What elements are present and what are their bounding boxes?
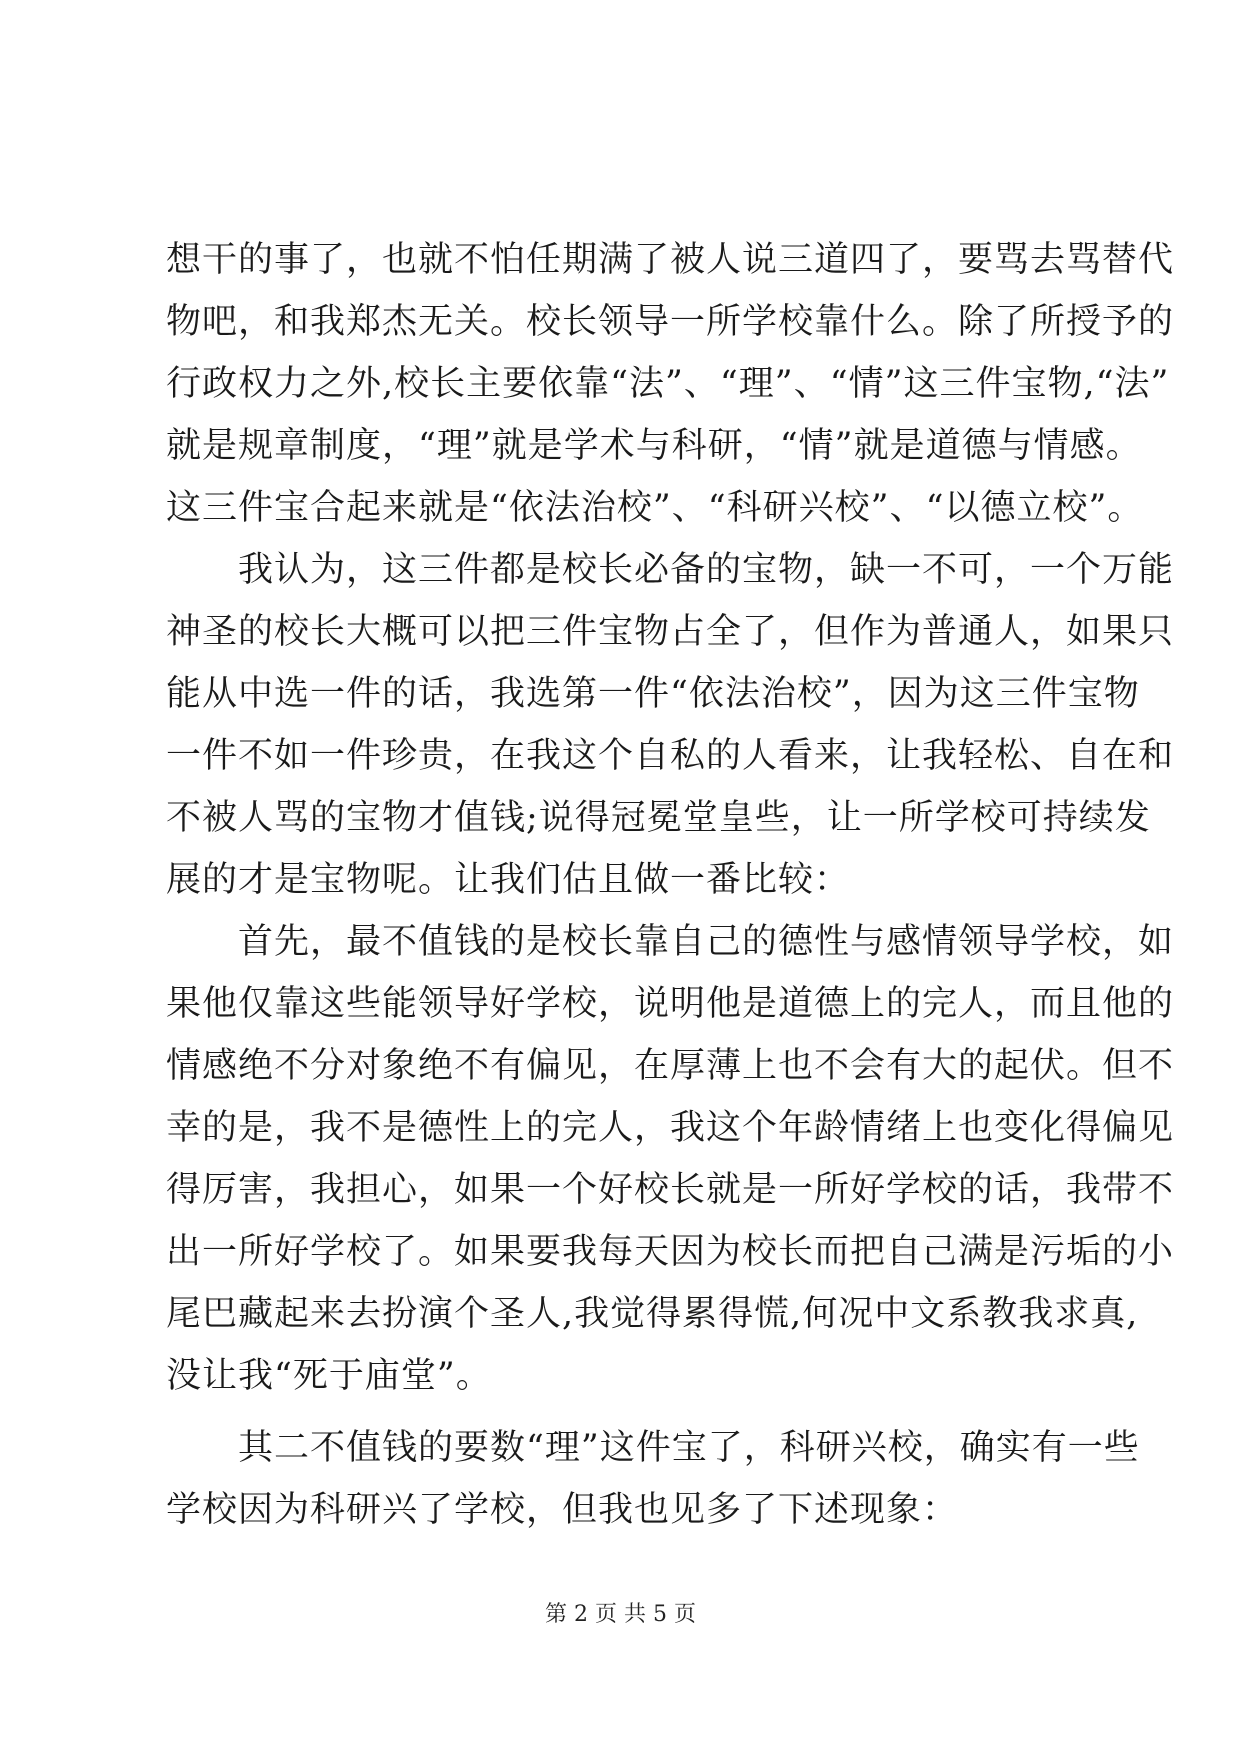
paragraph-4: [166, 1417, 1140, 1541]
text-line: 果他仅靠这些能领导好学校，说明他是道德上的完人，而且他的: [166, 984, 1175, 1024]
text-line: 得厉害，我担心，如果一个好校长就是一所好学校的话，我带不: [166, 1170, 1175, 1210]
text-line: 情感绝不分对象绝不有偏见，在厚薄上也不会有大的起伏。但不: [166, 1046, 1175, 1086]
text-line: 展的才是宝物呢。让我们估且做一番比较：: [166, 860, 851, 900]
text-line: 想干的事了，也就不怕任期满了被人说三道四了，要骂去骂替代: [166, 240, 1175, 280]
text-line: 这三件宝合起来就是“依法治校”、“科研兴校”、“以德立校”。: [166, 488, 1144, 528]
page-number-footer: 第 2 页 共 5 页: [545, 1602, 696, 1627]
text-line: 没让我“死于庙堂”。: [166, 1356, 492, 1396]
text-line: 能从中选一件的话，我选第一件“依法治校”，因为这三件宝物: [166, 674, 1140, 714]
text-line: 不被人骂的宝物才值钱;说得冠冕堂皇些，让一所学校可持续发: [166, 798, 1151, 838]
text-line: 一件不如一件珍贵，在我这个自私的人看来，让我轻松、自在和: [166, 736, 1175, 776]
text-line: 我认为，这三件都是校长必备的宝物，缺一不可，一个万能: [166, 550, 1175, 590]
text-line: 就是规章制度，“理”就是学术与科研，“情”就是道德与情感。: [166, 426, 1142, 466]
text-line: 首先，最不值钱的是校长靠自己的德性与感情领导学校，如: [166, 922, 1175, 962]
paragraph-gap: [166, 1407, 1076, 1417]
text-line: 神圣的校长大概可以把三件宝物占全了，但作为普通人，如果只: [166, 612, 1175, 652]
paragraph-3: [166, 911, 1175, 1407]
text-line: 其二不值钱的要数“理”这件宝了，科研兴校，确实有一些: [166, 1428, 1140, 1468]
text-line: 行政权力之外,校长主要依靠“法”、“理”、“情”这三件宝物,“法”: [166, 364, 1170, 404]
paragraph-1: [166, 229, 1175, 539]
text-line: 幸的是，我不是德性上的完人，我这个年龄情绪上也变化得偏见: [166, 1108, 1175, 1148]
text-line: 出一所好学校了。如果要我每天因为校长而把自己满是污垢的小: [166, 1232, 1175, 1272]
text-line: 尾巴藏起来去扮演个圣人,我觉得累得慌,何况中文系教我求真,: [166, 1294, 1139, 1334]
text-line: 物吧，和我郑杰无关。校长领导一所学校靠什么。除了所授予的: [166, 302, 1175, 342]
body-text: [166, 229, 1175, 1541]
paragraph-2: [166, 539, 1175, 911]
text-line: 学校因为科研兴了学校，但我也见多了下述现象：: [166, 1490, 959, 1530]
